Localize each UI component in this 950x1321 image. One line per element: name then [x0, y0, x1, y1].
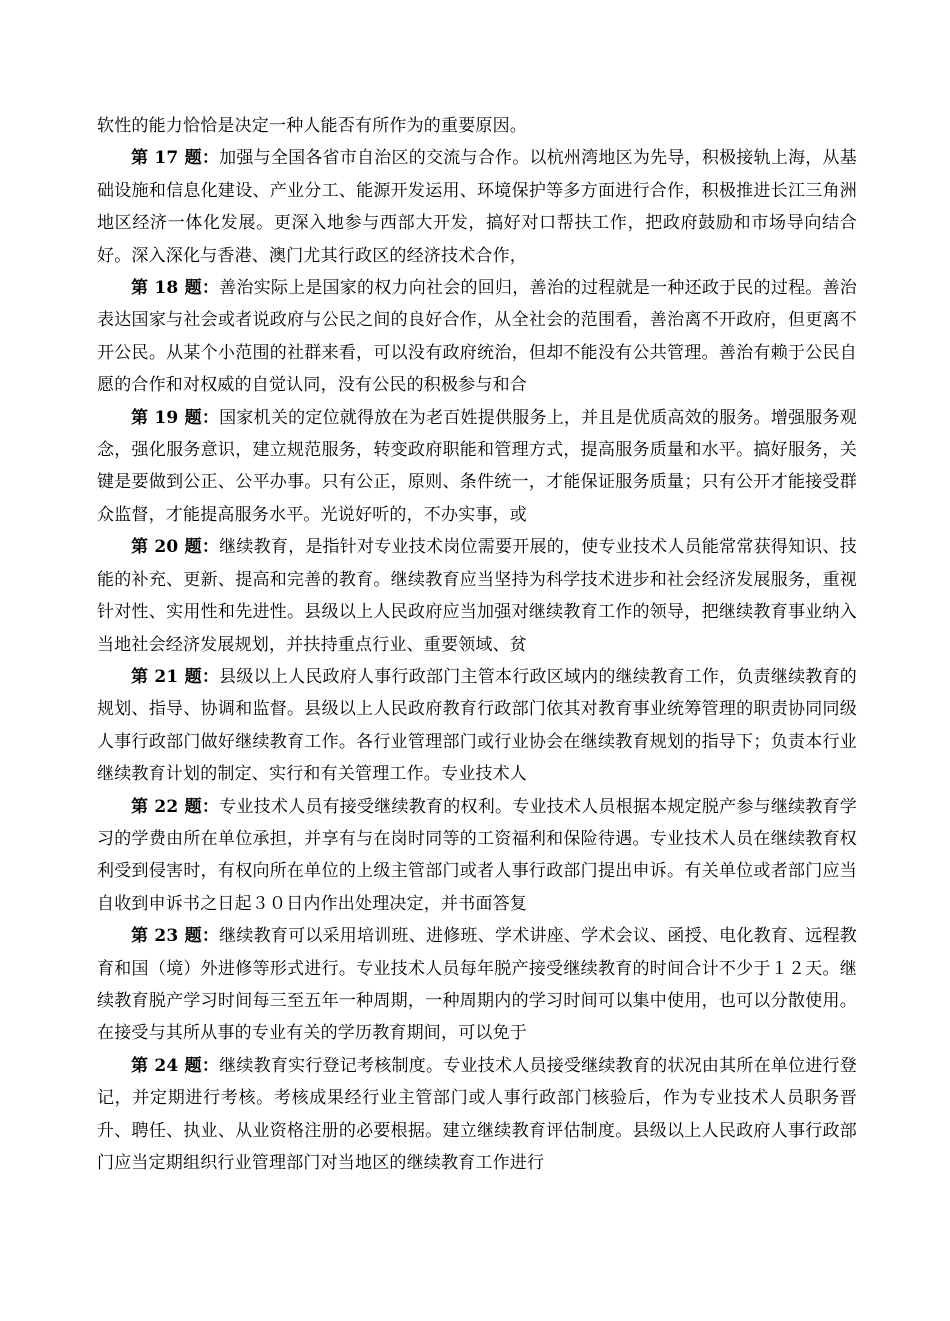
question-21-paragraph [97, 661, 857, 791]
question-24-paragraph [97, 1050, 857, 1180]
question-22-paragraph [97, 791, 857, 921]
question-22-text: 专业技术人员有接受继续教育的权利。专业技术人员根据本规定脱产参与继续教育学习的学费由所在单位承担，并享有与在岗时同等的工资福利和保险待遇。专业技术人员在继续教育权利受到侵害时，有权向所在单位的上级主管部门或者人事行政部门提出申诉。有关单位或者部门应当自收到申诉书之日起３０日内作出处理决定，并书面答复 [97, 796, 857, 914]
question-18-label: 第 18 题： [131, 278, 220, 299]
question-22-label: 第 22 题： [131, 796, 220, 817]
question-18-paragraph [97, 272, 857, 402]
question-19-paragraph [97, 402, 857, 532]
question-21-text: 县级以上人民政府人事行政部门主管本行政区域内的继续教育工作，负责继续教育的规划、指导、协调和监督。县级以上人民政府教育行政部门依其对教育事业统筹管理的职责协同同级人事行政部门做好继续教育工作。各行业管理部门或行业协会在继续教育规划的指导下；负责本行业继续教育计划的制定、实行和有关管理工作。专业技术人 [97, 666, 857, 785]
question-17-label: 第 17 题： [131, 148, 220, 169]
question-20-text: 继续教育，是指针对专业技术岗位需要开展的，使专业技术人员能常常获得知识、技能的补充、更新、提高和完善的教育。继续教育应当坚持为科学技术进步和社会经济发展服务，重视针对性、实用性和先进性。县级以上人民政府应当加强对继续教育工作的领导，把继续教育事业纳入当地社会经济发展规划，并扶持重点行业、重要领域、贫 [97, 537, 857, 655]
question-17-text: 加强与全国各省市自治区的交流与合作。以杭州湾地区为先导，积极接轨上海，从基础设施和信息化建设、产业分工、能源开发运用、环境保护等多方面进行合作，积极推进长江三角洲地区经济一体化发展。更深入地参与西部大开发，搞好对口帮扶工作，把政府鼓励和市场导向结合好。深入深化与香港、澳门尤其行政区的经济技术合作， [97, 148, 857, 266]
document-body [97, 110, 857, 1179]
question-24-label: 第 24 题： [131, 1055, 220, 1076]
question-21-label: 第 21 题： [131, 666, 220, 687]
question-23-text: 继续教育可以采用培训班、进修班、学术讲座、学术会议、函授、电化教育、远程教育和国（境）外进修等形式进行。专业技术人员每年脱产接受继续教育的时间合计不少于１２天。继续教育脱产学习时间每三至五年一种周期，一种周期内的学习时间可以集中使用，也可以分散使用。在接受与其所从事的专业有关的学历教育期间，可以免于 [97, 926, 857, 1044]
question-23-paragraph [97, 920, 857, 1050]
question-24-text: 继续教育实行登记考核制度。专业技术人员接受继续教育的状况由其所在单位进行登记，并定期进行考核。考核成果经行业主管部门或人事行政部门核验后，作为专业技术人员职务晋升、聘任、执业、从业资格注册的必要根据。建立继续教育评估制度。县级以上人民政府人事行政部门应当定期组织行业管理部门对当地区的继续教育工作进行 [97, 1055, 857, 1173]
question-19-text: 国家机关的定位就得放在为老百姓提供服务上，并且是优质高效的服务。增强服务观念，强化服务意识，建立规范服务，转变政府职能和管理方式，提高服务质量和水平。搞好服务，关键是要做到公正、公平办事。只有公正，原则、条件统一，才能保证服务质量；只有公开才能接受群众监督，才能提高服务水平。光说好听的，不办实事，或 [97, 407, 857, 525]
continuation-text: 软性的能力恰恰是决定一种人能否有所作为的重要原因。 [97, 116, 527, 136]
question-20-label: 第 20 题： [131, 537, 220, 558]
continuation-paragraph [97, 110, 857, 142]
question-18-text: 善治实际上是国家的权力向社会的回归，善治的过程就是一种还政于民的过程。善治表达国家与社会或者说政府与公民之间的良好合作，从全社会的范围看，善治离不开政府，但更离不开公民。从某个小范围的社群来看，可以没有政府统治，但却不能没有公共管理。善治有赖于公民自愿的合作和对权威的自觉认同，没有公民的积极参与和合 [97, 278, 857, 396]
question-23-label: 第 23 题： [131, 926, 220, 947]
question-19-label: 第 19 题： [131, 407, 220, 428]
question-17-paragraph [97, 142, 857, 272]
question-20-paragraph [97, 531, 857, 661]
